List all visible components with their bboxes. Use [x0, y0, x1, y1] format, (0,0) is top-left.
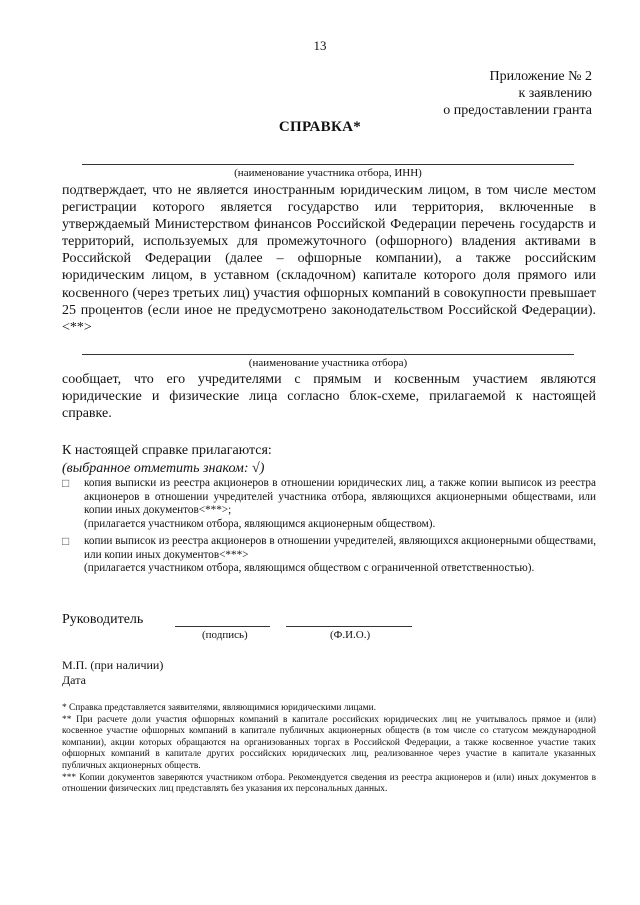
checkbox-icon[interactable]: □: [62, 534, 70, 548]
name-line: [286, 626, 412, 627]
footnote-2: ** При расчете доли участия офшорных компаний в капитале российских юридических лиц не учитывалось прямое и (или) косвенное участие офшорных компаний в капитале публичных акционерных обществ (в том числе со статусом международной компании), акции которых обращаются на организованных торгах в Российской Федерации, а также косвенное участие таких офшорных компаний в капитале других российских юридических лиц, реализованное через участие в капитале указанных публичных акционерных обществ.: [62, 714, 596, 771]
appendix-line-1: Приложение № 2: [489, 69, 592, 84]
appendix-line-2: к заявлению: [518, 86, 592, 101]
date-label: Дата: [62, 673, 86, 687]
confirmation-paragraph: подтверждает, что не является иностранным юридическим лицом, в том числе местом регистрации которого является государство или территория, включенные в утверждаемый Министерством финансов Российской Федерации перечень государств и территорий, используемых для промежуточного (офшорного) владения активами в Российской Федерации (далее – офшорные компании), а также российским юридическим лицом, в уставном (складочном) капитале которого доля прямого или косвенного (через третьих лиц) участия офшорных компаний в совокупности превышает 25 процентов (если иное не предусмотрено законодательством Российской Федерации). <**>: [62, 183, 596, 335]
participant-inn-line: [82, 164, 574, 165]
participant-inn-caption: (наименование участника отбора, ИНН): [234, 167, 422, 179]
signature-line: [175, 626, 270, 627]
participant-name-caption: (наименование участника отбора): [248, 357, 408, 369]
participant-name-line: [82, 354, 574, 355]
signature-label: Руководитель: [62, 612, 144, 627]
document-title: СПРАВКА*: [278, 119, 362, 135]
appendix-header: [443, 68, 592, 119]
footnote-1: * Справка представляется заявителями, являющимися юридическими лицами.: [62, 703, 376, 713]
appendix-line-3: о предоставлении гранта: [443, 103, 592, 118]
attachment-item-1-text: копия выписки из реестра акционеров в отношении юридических лиц, а также копии выписок из реестра акционеров в отношении учредителей участника отбора, являющихся акционерными обществами, или копии иных документов<***>;: [84, 477, 596, 517]
attachment-item-2: [62, 535, 596, 576]
stamp-label: М.П. (при наличии): [62, 658, 164, 672]
founders-paragraph: сообщает, что его учредителями с прямым и косвенным участием являются юридические и физические лица согласно блок-схеме, прилагаемой к настоящей справке.: [62, 372, 596, 422]
signature-caption: (подпись): [202, 629, 248, 641]
name-caption: (Ф.И.О.): [330, 629, 371, 641]
attachment-item-1-note: (прилагается участником отбора, являющимся акционерным обществом).: [84, 518, 436, 531]
footnotes: [62, 703, 596, 796]
footnote-3: *** Копии документов заверяются участником отбора. Рекомендуется сведения из реестра акционеров и (или) иных документов в отношении физических лиц представлять без указания их персональных данных.: [62, 772, 596, 795]
attachments-heading: К настоящей справке прилагаются:: [62, 443, 272, 458]
attachment-item-2-text: копии выписок из реестра акционеров в отношении учредителей, являющихся акционерными обществами, или копии иных документов<***>: [84, 535, 596, 561]
attachments-hint: (выбранное отметить знаком: √): [62, 461, 265, 476]
page-number: 13: [313, 38, 327, 53]
attachment-item-2-note: (прилагается участником отбора, являющимся обществом с ограниченной ответственностью).: [84, 562, 535, 575]
attachment-item-1: [62, 477, 596, 532]
checkbox-icon[interactable]: □: [62, 476, 70, 490]
